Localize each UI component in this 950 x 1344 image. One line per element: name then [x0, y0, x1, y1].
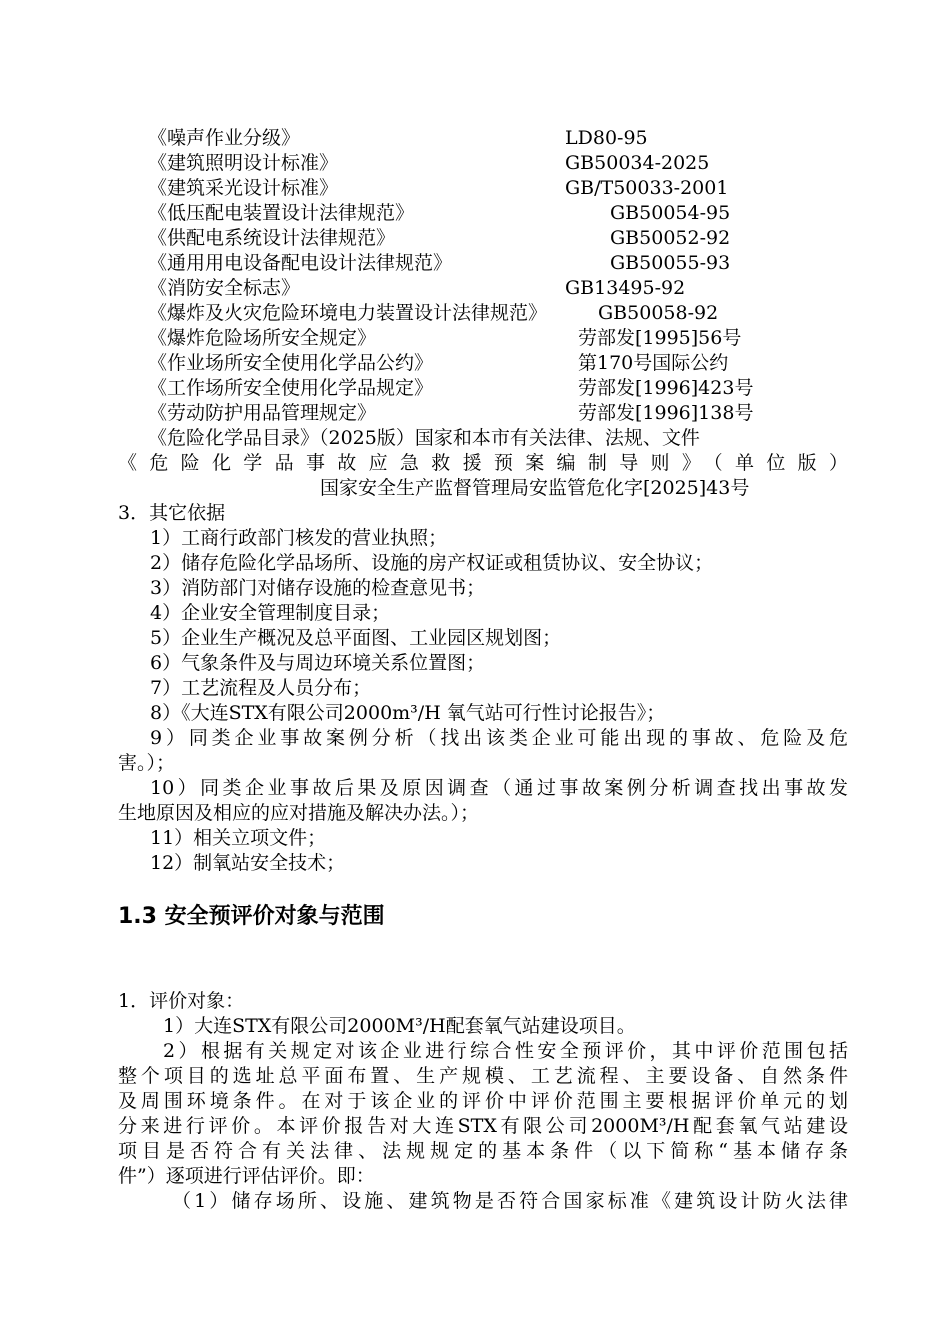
eval-paragraph-line: 2）根据有关规定对该企业进行综合性安全预评价，其中评价范围包括 [163, 1040, 848, 1062]
list-item: 2）储存危险化学品场所、设施的房产权证或租赁协议、安全协议； [150, 552, 714, 574]
guide-line: 《危险化学品事故应急救援预案编制导则》（单位版） [118, 452, 848, 474]
eval-item: 1）大连STX有限公司2000M³/H配套氧气站建设项目。 [163, 1015, 636, 1037]
list-item-continuation: 生地原因及相应的应对措施及解决办法。）； [118, 802, 480, 824]
list-item: 12）制氧站安全技术； [150, 852, 346, 874]
eval-paragraph-line: 项目是否符合有关法律、法规规定的基本条件（以下简称“基本储存条 [118, 1140, 848, 1162]
standard-title: 《工作场所安全使用化学品规定》 [148, 377, 434, 399]
standard-code: GB50055-93 [610, 252, 731, 274]
list-item: 1）工商行政部门核发的营业执照； [150, 527, 448, 549]
catalog-line: 《危险化学品目录》（2025版）国家和本市有关法律、法规、文件 [148, 427, 700, 449]
standard-code: GB50034-2025 [565, 152, 710, 174]
standard-code: 劳部发[1996]423号 [578, 377, 754, 399]
standard-title: 《供配电系统设计法律规范》 [148, 227, 396, 249]
list-item: 11）相关立项文件； [150, 827, 327, 849]
list-item: 3）消防部门对储存设施的检查意见书； [150, 577, 486, 599]
eval-paragraph-line: 分来进行评价。本评价报告对大连STX有限公司2000M³/H配套氧气站建设 [118, 1115, 848, 1137]
list-item: 10）同类企业事故后果及原因调查（通过事故案例分析调查找出事故发 [150, 777, 848, 799]
standard-code: LD80-95 [565, 127, 648, 149]
standard-code: GB/T50033-2001 [565, 177, 729, 199]
other-basis-title: 3．其它依据 [118, 502, 226, 524]
standard-title: 《劳动防护用品管理规定》 [148, 402, 377, 424]
section-heading: 1.3 安全预评价对象与范围 [118, 904, 385, 929]
standard-code: GB50054-95 [610, 202, 731, 224]
standard-title: 《建筑采光设计标准》 [148, 177, 339, 199]
eval-title: 1．评价对象： [118, 990, 245, 1012]
list-item-continuation: 害。）； [118, 752, 176, 774]
eval-item: （1）储存场所、设施、建筑物是否符合国家标准《建筑设计防火法律 [172, 1190, 848, 1212]
standard-title: 《爆炸危险场所安全规定》 [148, 327, 377, 349]
list-item: 5）企业生产概况及总平面图、工业园区规划图； [150, 627, 562, 649]
list-item: 6）气象条件及与周边环境关系位置图； [150, 652, 486, 674]
list-item: 9）同类企业事故案例分析（找出该类企业可能出现的事故、危险及危 [150, 727, 848, 749]
standard-code: 劳部发[1995]56号 [578, 327, 742, 349]
list-item: 7）工艺流程及人员分布； [150, 677, 372, 699]
guide-code: 国家安全生产监督管理局安监管危化字[2025]43号 [320, 477, 750, 499]
eval-paragraph-line: 及周围环境条件。在对于该企业的评价中评价范围主要根据评价单元的划 [118, 1090, 848, 1112]
standard-code: 劳部发[1996]138号 [578, 402, 754, 424]
eval-paragraph-line: 整个项目的选址总平面布置、生产规模、工艺流程、主要设备、自然条件 [118, 1065, 848, 1087]
standard-title: 《低压配电装置设计法律规范》 [148, 202, 415, 224]
standard-title: 《噪声作业分级》 [148, 127, 301, 149]
list-item: 8）《大连STX有限公司2000m³/H 氧气站可行性讨论报告》； [150, 702, 666, 724]
standard-title: 《通用用电设备配电设计法律规范》 [148, 252, 453, 274]
standard-code: GB13495-92 [565, 277, 686, 299]
list-item: 4）企业安全管理制度目录； [150, 602, 391, 624]
standard-title: 《爆炸及火灾危险环境电力装置设计法律规范》 [148, 302, 548, 324]
standard-title: 《建筑照明设计标准》 [148, 152, 339, 174]
standard-code: 第170号国际公约 [578, 352, 729, 374]
standard-code: GB50052-92 [610, 227, 731, 249]
standard-title: 《作业场所安全使用化学品公约》 [148, 352, 434, 374]
standard-title: 《消防安全标志》 [148, 277, 301, 299]
standard-code: GB50058-92 [598, 302, 719, 324]
eval-paragraph-line: 件”）逐项进行评估评价。即： [118, 1165, 375, 1187]
